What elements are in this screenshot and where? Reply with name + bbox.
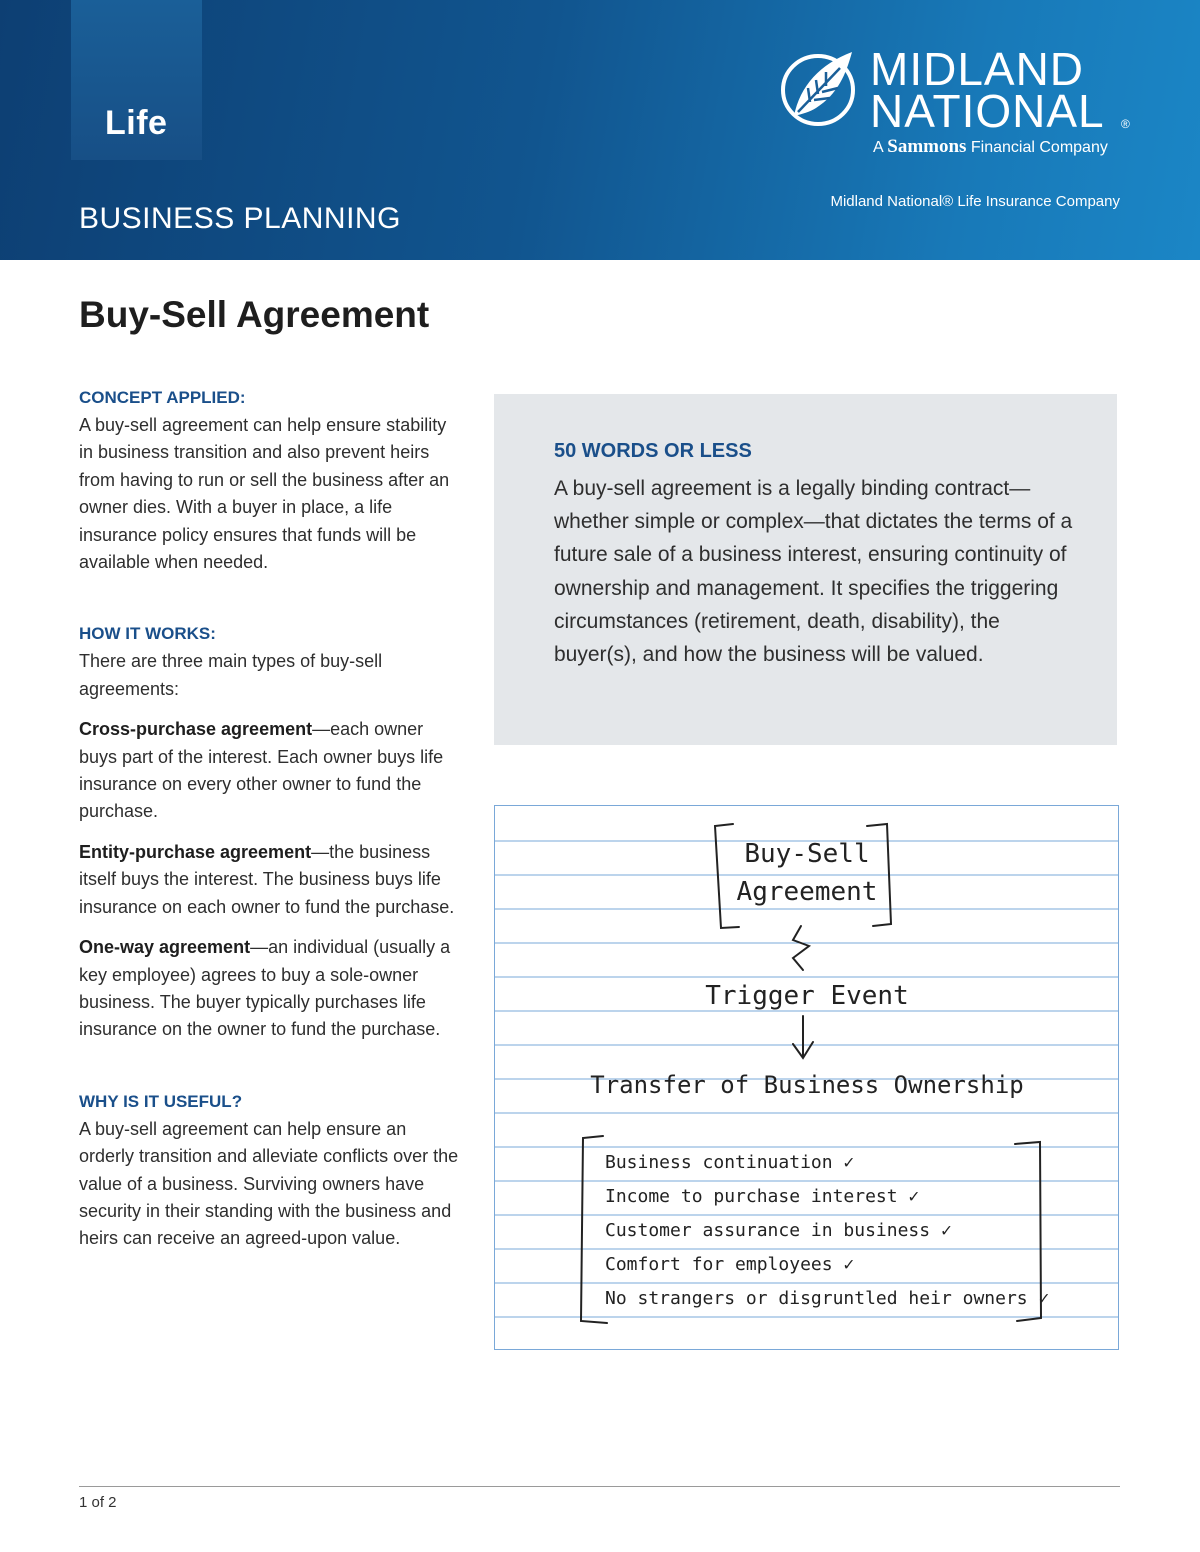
section-label: BUSINESS PLANNING [79, 202, 401, 235]
type-desc: —the business itself buys the interest. The business buys life insurance on each owner to fund the purchase. [79, 841, 455, 917]
logo-tagline-suffix: Financial Company [970, 139, 1108, 156]
logo-registered-mark: ® [1121, 117, 1130, 131]
benefit-item: Customer assurance in business ✓ [605, 1220, 952, 1241]
benefit-item: No strangers or disgruntled heir owners ✓ [605, 1288, 1050, 1309]
leaf-icon [780, 46, 860, 130]
category-tab-label: Life [105, 104, 168, 142]
type-name: One-way agreement [79, 937, 251, 958]
company-name: Midland National® Life Insurance Company [830, 193, 1120, 210]
how-it-works-intro: There are three main types of buy-sell agreements: [79, 651, 383, 699]
page-title: Buy-Sell Agreement [79, 294, 430, 335]
how-it-works-heading: HOW IT WORKS: [79, 624, 216, 644]
category-tab [71, 0, 202, 160]
page-number: 1 of 2 [79, 1494, 117, 1511]
logo-text-line1: MIDLAND [870, 43, 1085, 95]
type-name: Cross-purchase agreement [79, 719, 313, 740]
diagram-box-line2: Agreement [736, 877, 878, 907]
header-banner [0, 0, 1200, 260]
summary-heading: 50 WORDS OR LESS [554, 440, 752, 462]
diagram-transfer: Transfer of Business Ownership [590, 1071, 1024, 1099]
diagram-canvas [495, 806, 1119, 1350]
zigzag-connector [793, 926, 809, 970]
type-cross-purchase [79, 716, 459, 826]
type-desc: —an individual (usually a key employee) agrees to buy a sole-owner business. The buyer typically purchases life insurance on the owner to fund the purchase. [79, 937, 451, 1040]
why-useful-heading: WHY IS IT USEFUL? [79, 1091, 243, 1111]
logo-text-line2: NATIONAL [870, 85, 1105, 137]
type-desc: —each owner buys part of the interest. Each owner buys life insurance on every other owner to fund the purchase. [79, 719, 444, 822]
diagram-box-line1: Buy-Sell [744, 839, 870, 869]
benefit-item: Income to purchase interest ✓ [605, 1186, 920, 1207]
why-useful-body: A buy-sell agreement can help ensure an orderly transition and alleviate conflicts over the value of a business. Surviving owners have security in their standing with the business and heirs can receive an agreed-upon value. [79, 1118, 459, 1249]
footer-divider [79, 1486, 1120, 1487]
summary-body: A buy-sell agreement is a legally binding contract—whether simple or complex—that dictates the terms of a future sale of a business interest, ensuring continuity of ownership and management. It specifies the triggering circumstances (retirement, death, disability), the buyer(s), and how the business will be valued. [554, 477, 1073, 667]
benefit-item: Business continuation ✓ [605, 1152, 855, 1173]
benefit-item: Comfort for employees ✓ [605, 1254, 855, 1275]
agreement-bracket-left [715, 824, 739, 928]
benefits-bracket-left [581, 1136, 607, 1323]
logo-tagline [873, 136, 1108, 158]
type-name: Entity-purchase agreement [79, 841, 312, 862]
down-arrow [793, 1016, 813, 1058]
concept-body: A buy-sell agreement can help ensure stability in business transition and also prevent heirs from having to run or sell the business after an owner dies. With a buyer in place, a life insurance policy ensures that funds will be available when needed. [79, 415, 450, 573]
handwritten-diagram [494, 805, 1119, 1350]
diagram-trigger: Trigger Event [705, 981, 909, 1011]
type-entity-purchase [79, 839, 459, 921]
logo-tagline-prefix: A [873, 139, 883, 156]
concept-heading: CONCEPT APPLIED: [79, 388, 246, 407]
summary-box [494, 394, 1117, 745]
logo-tagline-brand: Sammons [887, 136, 967, 157]
type-one-way [79, 934, 459, 1044]
left-column [79, 388, 459, 1253]
